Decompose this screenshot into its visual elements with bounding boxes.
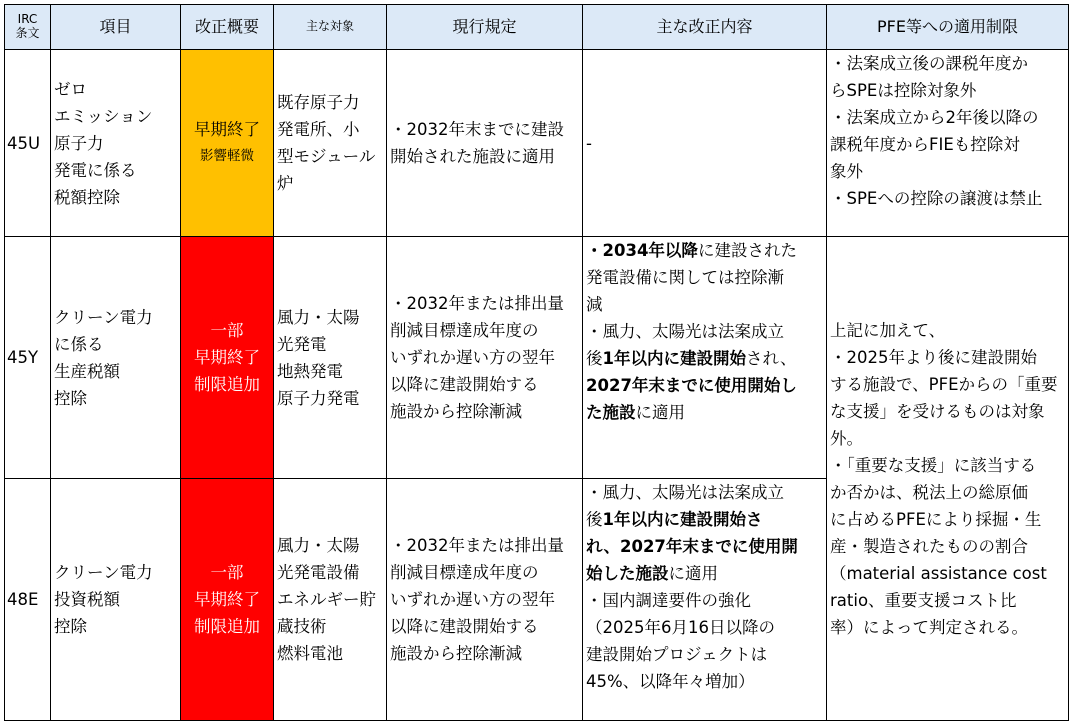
header-item: 項目 [51, 5, 181, 50]
amendment-cell: ・2034年以降に建設された 発電設備に関しては控除漸 減 ・風力、太陽光は法案成立 後1年以内に建設開始され、 2027年末までに使用開始し た施設に適用 [583, 237, 827, 479]
header-amendment: 主な改正内容 [583, 5, 827, 50]
status-badge: 早期終了 影響軽微 [181, 50, 274, 237]
current-rule-cell: ・2032年または排出量 削減目標達成年度の いずれか遅い方の翌年 以降に建設開始する 施設から控除漸減 [387, 237, 583, 479]
current-rule-cell: ・2032年または排出量 削減目標達成年度の いずれか遅い方の翌年 以降に建設開始する 施設から控除漸減 [387, 479, 583, 721]
table-row [5, 237, 1069, 479]
header-pfe: PFE等への適用制限 [827, 5, 1069, 50]
amendment-cell: ・風力、太陽光は法案成立 後1年以内に建設開始さ れ、2027年末までに使用開 始した施設に適用 ・国内調達要件の強化 （2025年6月16日以降の 建設開始プロジェクトは 45%、以降年々増加） [583, 479, 827, 721]
amendment-cell: - [583, 50, 827, 237]
irc-code: 45U [5, 50, 51, 237]
header-irc: IRC 条文 [5, 5, 51, 50]
irc-code: 48E [5, 479, 51, 721]
table-row [5, 50, 1069, 237]
header-summary: 改正概要 [181, 5, 274, 50]
target-cell: 風力・太陽 光発電 地熱発電 原子力発電 [274, 237, 387, 479]
current-rule-cell: ・2032年末までに建設 開始された施設に適用 [387, 50, 583, 237]
target-cell: 既存原子力 発電所、小 型モジュール 炉 [274, 50, 387, 237]
status-badge: 一部 早期終了 制限追加 [181, 479, 274, 721]
pfe-shared-cell: 上記に加えて、 ・2025年より後に建設開始 する施設で、PFEからの「重要 な支援」を受けるものは対象 外。 ・「重要な支援」に該当する か否かは、税法上の総原価 に占めるPFEにより採掘・生 産・製造されたものの割合 （material assistance cost ratio、重要支援コスト比 率）によって判定される。 [827, 237, 1069, 721]
item-cell: クリーン電力 に係る 生産税額 控除 [51, 237, 181, 479]
tax-credit-table [4, 4, 1069, 721]
irc-code: 45Y [5, 237, 51, 479]
pfe-cell: ・法案成立後の課税年度か らSPEは控除対象外 ・法案成立から2年後以降の 課税年度からFIEも控除対 象外 ・SPEへの控除の譲渡は禁止 [827, 50, 1069, 237]
target-cell: 風力・太陽 光発電設備 エネルギー貯 蔵技術 燃料電池 [274, 479, 387, 721]
item-cell: クリーン電力 投資税額 控除 [51, 479, 181, 721]
header-row [5, 5, 1069, 50]
header-target: 主な対象 [274, 5, 387, 50]
item-cell: ゼロ エミッション 原子力 発電に係る 税額控除 [51, 50, 181, 237]
header-current: 現行規定 [387, 5, 583, 50]
status-badge: 一部 早期終了 制限追加 [181, 237, 274, 479]
